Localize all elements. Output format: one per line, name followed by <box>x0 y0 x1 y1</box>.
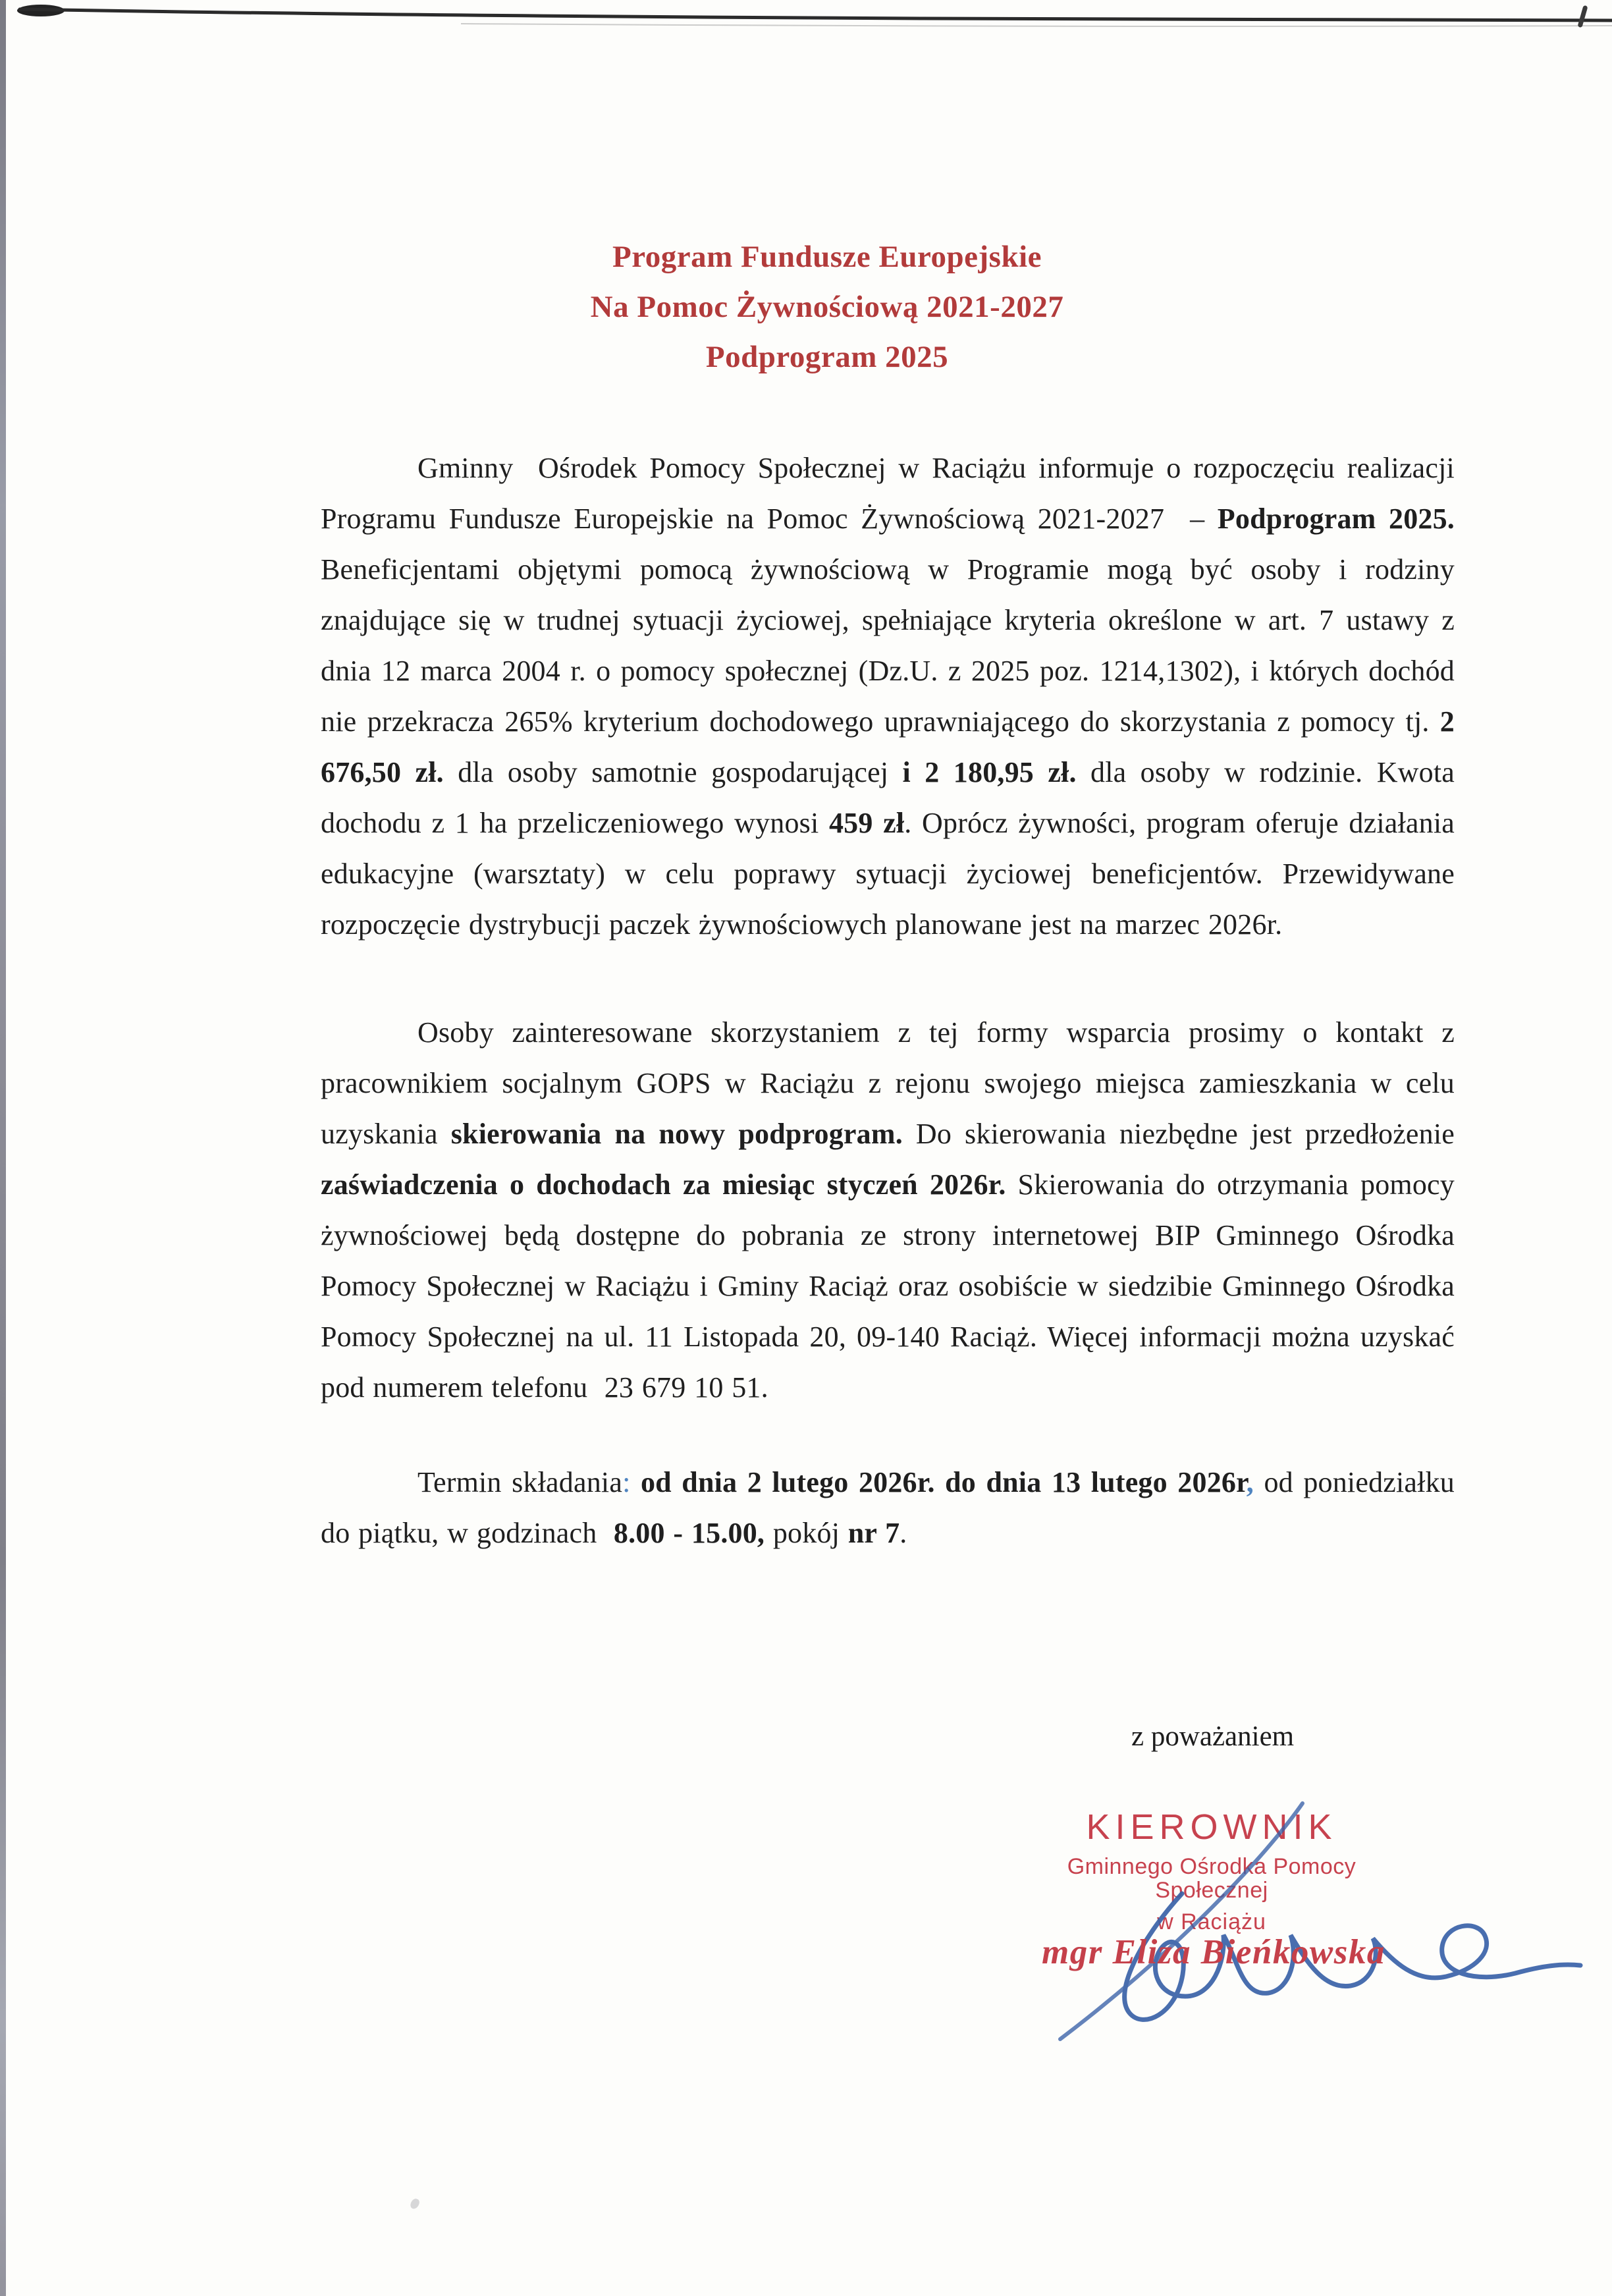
document-title-line-3: Podprogram 2025 <box>705 340 949 374</box>
stamp-organization: Gminnego Ośrodka Pomocy Społecznej <box>1067 1854 1357 1903</box>
scan-artifact-top-line <box>0 0 1612 40</box>
paragraph-deadline: Termin składania: od dnia 2 lutego 2026r. do dnia 13 lutego 2026r, od poniedziałku do piątku, w godzinach 8.00 - 15.00, pokój nr 7. <box>321 1466 1455 1549</box>
paragraph-intro: Gminny Ośrodek Pomocy Społecznej w Raciążu informuje o rozpoczęciu realizacji Programu Fundusze Europejskie na Pomoc Żywnościową 2021-2027 – Podprogram 2025. Beneficjentami objętymi pomocą żywnościową w Programie mogą być osoby i rodziny znajdujące się w trudnej sytuacji życiowej, spełniające kryteria określone w art. 7 ustawy z dnia 12 marca 2004 r. o pomocy społecznej (Dz.U. z 2025 poz. 1214,1302), i których dochód nie przekracza 265% kryterium dochodowego uprawniającego do skorzystania z pomocy tj. 2 676,50 zł. dla osoby samotnie gospodarującej i 2 180,95 zł. dla osoby w rodzinie. Kwota dochodu z 1 ha przeliczeniowego wynosi 459 zł. Oprócz żywności, program oferuje działania edukacyjne (warsztaty) w celu poprawy sytuacji życiowej beneficjentów. Przewidywane rozpoczęcie dystrybucji paczek żywnościowych planowane jest na marzec 2026r. <box>321 452 1455 941</box>
stamp-location: w Raciążu <box>1157 1909 1266 1934</box>
closing-salutation: z poważaniem <box>1131 1721 1295 1752</box>
stamp-role: KIEROWNIK <box>1086 1807 1337 1847</box>
paragraph-contact: Osoby zainteresowane skorzystaniem z tej formy wsparcia prosimy o kontakt z pracownikiem socjalnym GOPS w Raciążu z rejonu swojego miejsca zamieszkania w celu uzyskania skierowania na nowy podprogram. Do skierowania niezbędne jest przedłożenie zaświadczenia o dochodach za miesiąc styczeń 2026r. Skierowania do otrzymania pomocy żywnościowej będą dostępne do pobrania ze strony internetowej BIP Gminnego Ośrodka Pomocy Społecznej w Raciążu i Gminy Raciąż oraz osobiście w siedzibie Gminnego Ośrodka Pomocy Społecznej na ul. 11 Listopada 20, 09-140 Raciąż. Więcej informacji można uzyskać pod numerem telefonu 23 679 10 51. <box>321 1016 1455 1404</box>
document-title-line-2: Na Pomoc Żywnościową 2021-2027 <box>590 290 1064 324</box>
document-title <box>11 232 1612 382</box>
scan-artifact-smudge <box>409 2197 420 2210</box>
stamp-signer-name: mgr Eliza Bieńkowska <box>1042 1933 1385 1971</box>
handwritten-signature <box>1014 1778 1594 2062</box>
scan-artifact-left-strip <box>0 0 6 2296</box>
document-title-line-1: Program Fundusze Europejskie <box>612 240 1042 274</box>
